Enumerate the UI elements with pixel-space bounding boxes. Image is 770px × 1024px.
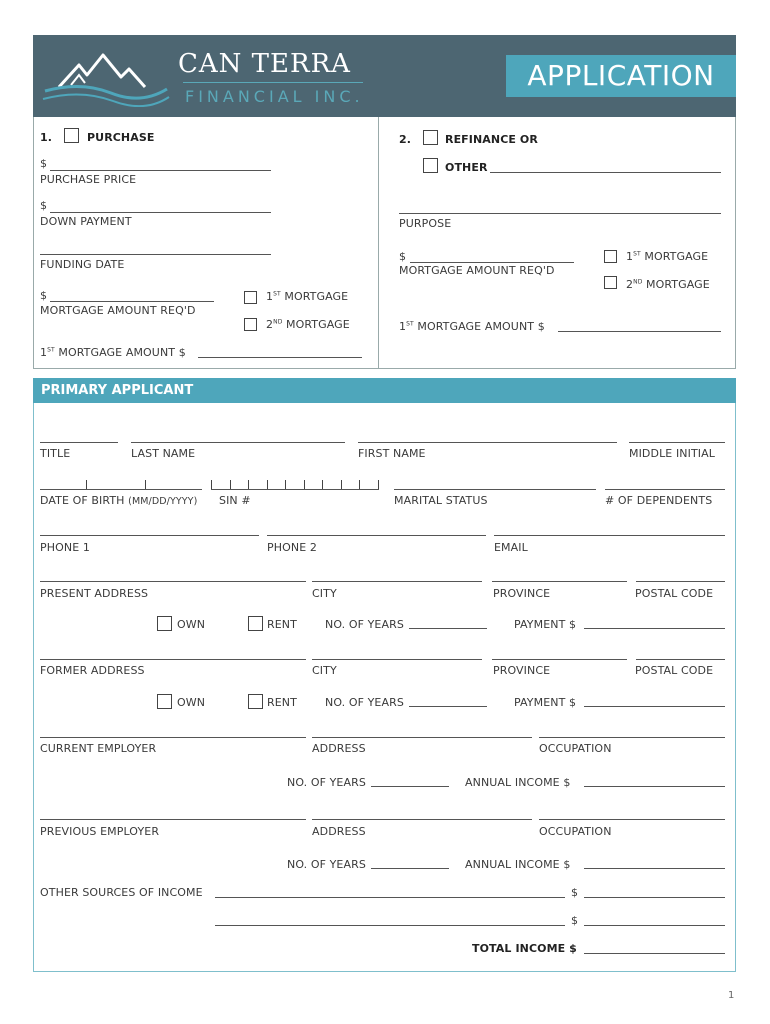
present-payment-field[interactable] <box>584 628 725 629</box>
purchase-label: PURCHASE <box>87 131 155 144</box>
dependents-label: # OF DEPENDENTS <box>605 494 713 507</box>
previous-years-field[interactable] <box>371 868 449 869</box>
present-rent-label: RENT <box>267 618 297 631</box>
purchase-price-label: PURCHASE PRICE <box>40 173 137 186</box>
sin-digit-divider <box>211 480 212 489</box>
sin-digit-divider <box>304 480 305 489</box>
former-rent-label: RENT <box>267 696 297 709</box>
current-employer-field[interactable] <box>40 737 306 738</box>
marital-status-field[interactable] <box>394 489 596 490</box>
purchase-price-dollar: $ <box>40 157 48 170</box>
brand-subtitle: FINANCIAL INC. <box>185 87 364 106</box>
mountain-logo-icon <box>41 47 171 107</box>
title-label: TITLE <box>40 447 71 460</box>
present-own-label: OWN <box>177 618 206 631</box>
refinance-label: REFINANCE OR <box>445 133 538 146</box>
sin-digit-divider <box>378 480 379 489</box>
present-province-field[interactable] <box>492 581 627 582</box>
present-years-field[interactable] <box>409 628 487 629</box>
other-checkbox[interactable] <box>423 158 438 173</box>
previous-occupation-field[interactable] <box>539 819 725 820</box>
other-sources-label: OTHER SOURCES OF INCOME <box>40 886 203 899</box>
phone-1-field[interactable] <box>40 535 259 536</box>
middle-initial-label: MIDDLE INITIAL <box>629 447 715 460</box>
sin-digit-divider <box>285 480 286 489</box>
last-name-label: LAST NAME <box>131 447 196 460</box>
refinance-mortgage-amount-label: MORTGAGE AMOUNT REQ'D <box>399 264 555 277</box>
purchase-first-mortgage-amount-label: 1ST MORTGAGE AMOUNT $ <box>40 346 186 359</box>
current-employer-label: CURRENT EMPLOYER <box>40 742 157 755</box>
present-city-label: CITY <box>312 587 337 600</box>
sin-digit-divider <box>267 480 268 489</box>
dob-separator <box>86 480 87 489</box>
current-employer-address-field[interactable] <box>312 737 532 738</box>
current-years-field[interactable] <box>371 786 449 787</box>
previous-employer-field[interactable] <box>40 819 306 820</box>
present-province-label: PROVINCE <box>493 587 551 600</box>
refinance-number: 2. <box>399 133 412 146</box>
former-postal-code-field[interactable] <box>636 659 725 660</box>
dependents-field[interactable] <box>605 489 725 490</box>
previous-years-label: NO. OF YEARS <box>287 858 366 871</box>
other-sources-amount-1[interactable] <box>584 897 725 898</box>
former-city-field[interactable] <box>312 659 482 660</box>
current-years-label: NO. OF YEARS <box>287 776 366 789</box>
purchase-mortgage-amount-label: MORTGAGE AMOUNT REQ'D <box>40 304 196 317</box>
purchase-first-mortgage-checkbox[interactable] <box>244 291 257 304</box>
present-address-field[interactable] <box>40 581 306 582</box>
page-title: APPLICATION <box>527 59 715 92</box>
purchase-checkbox[interactable] <box>64 128 79 143</box>
former-payment-field[interactable] <box>584 706 725 707</box>
sin-label: SIN # <box>219 494 251 507</box>
dob-separator <box>145 480 146 489</box>
former-years-label: NO. OF YEARS <box>325 696 404 709</box>
sin-digit-divider <box>248 480 249 489</box>
purpose-label: PURPOSE <box>399 217 452 230</box>
present-address-label: PRESENT ADDRESS <box>40 587 149 600</box>
former-city-label: CITY <box>312 664 337 677</box>
dob-label: DATE OF BIRTH (MM/DD/YYYY) <box>40 494 198 507</box>
phone-1-label: PHONE 1 <box>40 541 90 554</box>
sin-digit-divider <box>322 480 323 489</box>
present-payment-label: PAYMENT $ <box>514 618 577 631</box>
phone-2-label: PHONE 2 <box>267 541 317 554</box>
current-annual-income-label: ANNUAL INCOME $ <box>465 776 571 789</box>
former-province-label: PROVINCE <box>493 664 551 677</box>
other-field[interactable] <box>490 172 721 173</box>
other-sources-field-2[interactable] <box>215 925 565 926</box>
marital-status-label: MARITAL STATUS <box>394 494 488 507</box>
refinance-mortgage-amount-field[interactable] <box>410 262 574 263</box>
former-own-label: OWN <box>177 696 206 709</box>
refinance-first-mortgage-label: 1ST MORTGAGE <box>626 250 709 263</box>
former-own-checkbox[interactable] <box>157 694 172 709</box>
total-income-field[interactable] <box>584 953 725 954</box>
former-address-field[interactable] <box>40 659 306 660</box>
other-sources-dollar-2: $ <box>571 914 579 927</box>
previous-annual-income-label: ANNUAL INCOME $ <box>465 858 571 871</box>
purchase-first-mortgage-amount-field[interactable] <box>198 357 362 358</box>
present-postal-code-field[interactable] <box>636 581 725 582</box>
former-years-field[interactable] <box>409 706 487 707</box>
primary-applicant-header <box>33 378 736 403</box>
first-name-field[interactable] <box>358 442 617 443</box>
purchase-price-field[interactable] <box>50 170 271 171</box>
last-name-field[interactable] <box>131 442 345 443</box>
previous-occupation-label: OCCUPATION <box>539 825 612 838</box>
present-city-field[interactable] <box>312 581 482 582</box>
present-own-checkbox[interactable] <box>157 616 172 631</box>
previous-annual-income-field[interactable] <box>584 868 725 869</box>
total-income-label: TOTAL INCOME $ <box>472 942 577 955</box>
refinance-second-mortgage-label: 2ND MORTGAGE <box>626 278 710 291</box>
page-number: 1 <box>728 990 735 1001</box>
down-payment-field[interactable] <box>50 212 271 213</box>
former-province-field[interactable] <box>492 659 627 660</box>
refinance-first-mortgage-amount-label: 1ST MORTGAGE AMOUNT $ <box>399 320 545 333</box>
present-rent-checkbox[interactable] <box>248 616 263 631</box>
sin-field[interactable] <box>211 489 379 490</box>
present-postal-code-label: POSTAL CODE <box>635 587 714 600</box>
down-payment-dollar: $ <box>40 199 48 212</box>
refinance-second-mortgage-checkbox[interactable] <box>604 276 617 289</box>
purchase-second-mortgage-checkbox[interactable] <box>244 318 257 331</box>
previous-employer-address-label: ADDRESS <box>312 825 366 838</box>
current-annual-income-field[interactable] <box>584 786 725 787</box>
other-sources-field-1[interactable] <box>215 897 565 898</box>
sin-digit-divider <box>359 480 360 489</box>
purchase-number: 1. <box>40 131 53 144</box>
date-of-birth-field[interactable] <box>40 489 202 490</box>
middle-initial-field[interactable] <box>629 442 725 443</box>
sin-digit-divider <box>341 480 342 489</box>
refinance-first-mortgage-checkbox[interactable] <box>604 250 617 263</box>
down-payment-label: DOWN PAYMENT <box>40 215 132 228</box>
sin-digit-divider <box>230 480 231 489</box>
other-sources-dollar-1: $ <box>571 886 579 899</box>
current-occupation-field[interactable] <box>539 737 725 738</box>
previous-employer-label: PREVIOUS EMPLOYER <box>40 825 160 838</box>
first-name-label: FIRST NAME <box>358 447 426 460</box>
current-employer-address-label: ADDRESS <box>312 742 366 755</box>
other-label: OTHER <box>445 161 488 174</box>
funding-date-label: FUNDING DATE <box>40 258 125 271</box>
purchase-mortgage-dollar: $ <box>40 289 48 302</box>
refinance-mortgage-dollar: $ <box>399 250 407 263</box>
current-occupation-label: OCCUPATION <box>539 742 612 755</box>
refinance-checkbox[interactable] <box>423 130 438 145</box>
funding-date-field[interactable] <box>40 254 271 255</box>
primary-applicant-title: PRIMARY APPLICANT <box>41 383 194 398</box>
former-payment-label: PAYMENT $ <box>514 696 577 709</box>
title-field[interactable] <box>40 442 118 443</box>
phone-2-field[interactable] <box>267 535 486 536</box>
brand-divider <box>183 82 363 83</box>
refinance-first-mortgage-amount-field[interactable] <box>558 331 721 332</box>
purchase-mortgage-amount-field[interactable] <box>50 301 214 302</box>
former-postal-code-label: POSTAL CODE <box>635 664 714 677</box>
purchase-first-mortgage-label: 1ST MORTGAGE <box>266 290 349 303</box>
email-label: EMAIL <box>494 541 528 554</box>
section-divider <box>378 117 379 369</box>
previous-employer-address-field[interactable] <box>312 819 532 820</box>
application-title-box <box>506 55 736 97</box>
purchase-second-mortgage-label: 2ND MORTGAGE <box>266 318 350 331</box>
present-years-label: NO. OF YEARS <box>325 618 404 631</box>
email-field[interactable] <box>494 535 725 536</box>
former-rent-checkbox[interactable] <box>248 694 263 709</box>
former-address-label: FORMER ADDRESS <box>40 664 145 677</box>
other-sources-amount-2[interactable] <box>584 925 725 926</box>
purpose-field[interactable] <box>399 213 721 214</box>
brand-name: CAN TERRA <box>178 49 351 79</box>
